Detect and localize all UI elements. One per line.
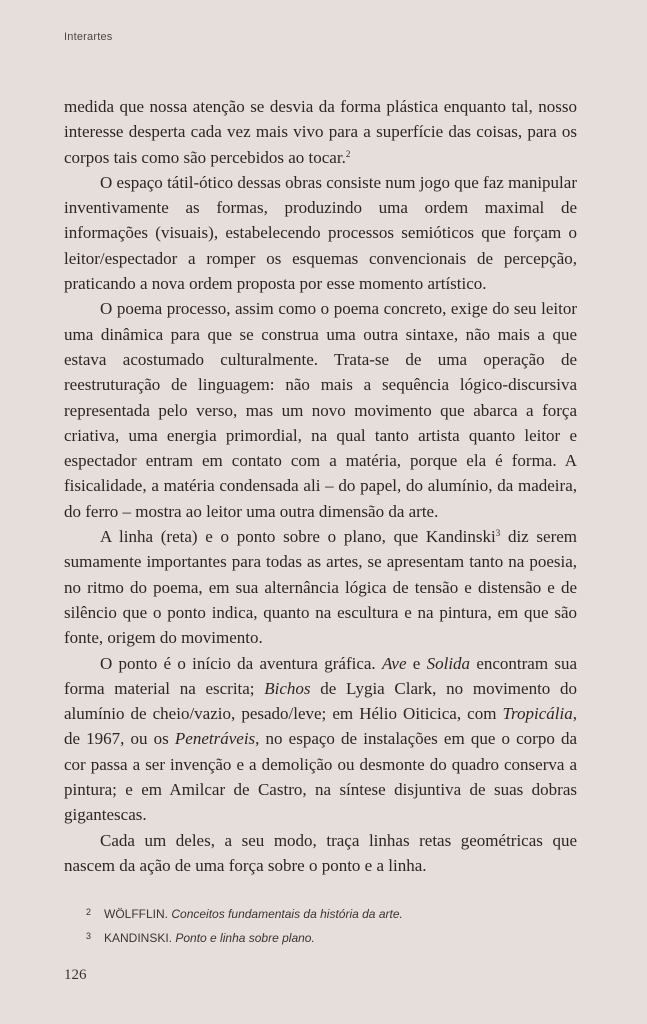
footnote-title: Conceitos fundamentais da história da arte. <box>171 907 403 921</box>
italic-title: Penetráveis <box>174 729 256 749</box>
italic-title: Ave <box>381 653 407 673</box>
text-run: medida que nossa atenção se desvia da forma plástica enquanto tal, nosso interesse desperta cada vez mais vivo para a superfície das coisas, para os corpos tais como são percebidos ao tocar. <box>64 97 577 167</box>
text-run: , de 1967, ou os <box>64 704 577 749</box>
footnote-ref: 2 <box>345 148 351 159</box>
paragraph <box>64 94 577 170</box>
text-run: encontram sua forma material na escrita; <box>64 653 577 698</box>
paragraph <box>64 524 577 650</box>
page-number: 126 <box>64 967 87 983</box>
footnote-author: KANDINSKI. <box>104 931 173 945</box>
body-text <box>64 94 577 878</box>
text-run: O espaço tátil-ótico dessas obras consiste num jogo que faz manipular inventivamente as formas, produzindo uma ordem maximal de informações (visuais), estabelecendo processos semióticos que forçam o leitor/espectador a romper os esquemas convencionais de percepção, praticando a nova ordem proposta por esse momento artístico. <box>64 172 577 294</box>
text-run: de Lygia Clark, no movimento do alumínio de cheio/vazio, pesado/leve; em Hélio Oiticica, com <box>64 678 577 724</box>
footnote <box>86 928 315 946</box>
running-head: Interartes <box>64 31 113 43</box>
italic-title: Bichos <box>264 678 311 698</box>
footnote-marker: 3 <box>86 931 92 941</box>
paragraph <box>64 651 577 828</box>
paragraph <box>64 828 577 879</box>
footnote-ref: 3 <box>495 528 501 539</box>
italic-title: Tropicália <box>502 704 573 724</box>
text-run: diz serem sumamente importantes para todas as artes, se apresentam tanto na poesia, no ritmo do poema, em sua alternância lógica de tensão e distensão e de silêncio que o ponto indica, quanto na escultura e na pintura, em que são fonte, origem do movimento. <box>64 527 578 648</box>
footnote-author: WÖLFFLIN. <box>104 907 169 921</box>
paragraph <box>64 170 577 296</box>
italic-title: Solida <box>426 653 471 673</box>
text-run: e <box>406 653 427 673</box>
footnote <box>86 904 403 922</box>
text-run: A linha (reta) e o ponto sobre o plano, que Kandinski <box>100 527 496 547</box>
paragraph <box>64 296 577 524</box>
text-run: O poema processo, assim como o poema concreto, exige do seu leitor uma dinâmica para que se construa uma outra sintaxe, não mais a que estava acostumado culturalmente. Trata-se de uma operação de reestruturação de linguagem: não mais a sequência lógico-discursiva representada pelo verso, mas um novo movimento que abarca a força criativa, uma energia primordial, na qual tanto artista quanto leitor e espectador entram em contato com a matéria, porque ela é forma. A fisicalidade, a matéria condensada ali – do papel, do alumínio, da madeira, do ferro – mostra ao leitor uma outra dimensão da arte. <box>64 299 577 521</box>
footnote-title: Ponto e linha sobre plano. <box>175 931 315 945</box>
footnote-marker: 2 <box>86 907 92 917</box>
text-run: , no espaço de instalações em que o corpo da cor passa a ser invenção e a demolição ou desmonte do quadro conserva a pintura; e em Amilcar de Castro, na síntese disjuntiva de suas dobras gigantescas. <box>64 729 577 825</box>
text-run: O ponto é o início da aventura gráfica. <box>100 653 382 673</box>
text-run: Cada um deles, a seu modo, traça linhas retas geométricas que nascem da ação de uma força sobre o ponto e a linha. <box>64 830 577 875</box>
